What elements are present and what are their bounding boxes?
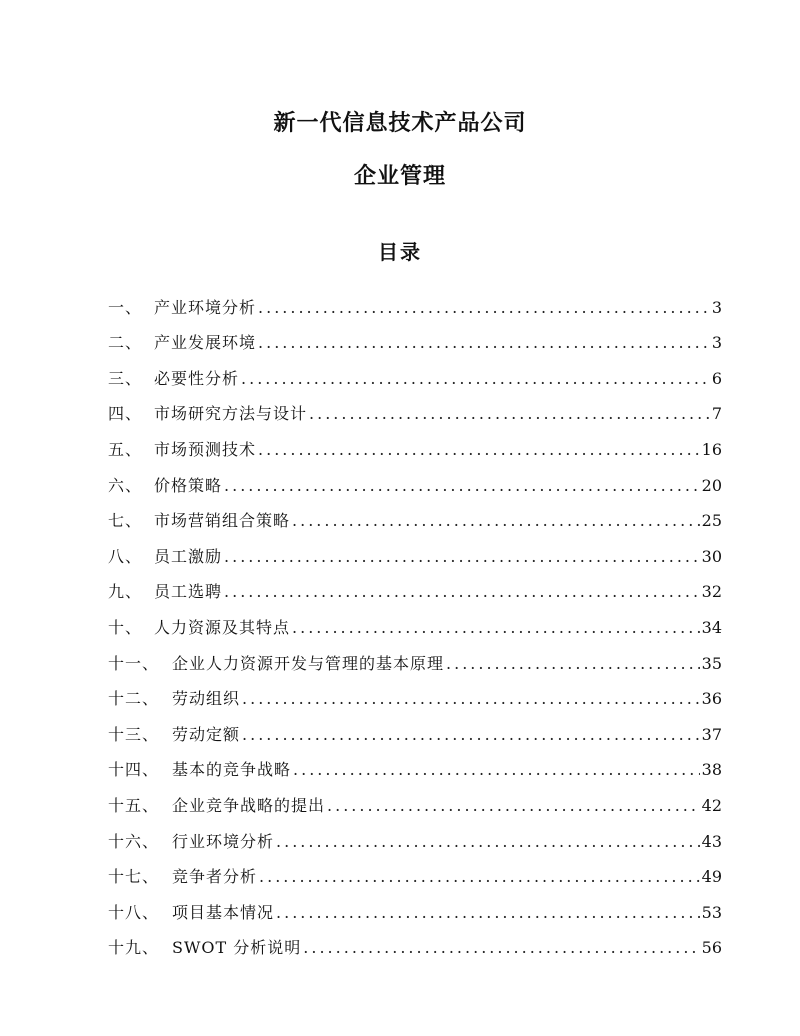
toc-entry-number: 十、 — [108, 617, 143, 637]
toc-entry-title: 必要性分析 — [154, 368, 240, 388]
toc-entry-title: 项目基本情况 — [172, 902, 275, 922]
toc-leader-dots — [307, 404, 710, 424]
toc-leader-dots — [325, 796, 700, 816]
document-subtitle: 企业管理 — [353, 163, 446, 189]
toc-entry[interactable] — [108, 923, 722, 959]
toc-leader-dots — [239, 369, 710, 389]
toc-entry-page: 3 — [711, 297, 722, 317]
toc-entry-page: 43 — [701, 831, 722, 851]
toc-entry[interactable] — [108, 780, 722, 816]
toc-leader-dots — [222, 582, 700, 602]
table-of-contents — [108, 282, 722, 958]
toc-entry-title: 市场营销组合策略 — [154, 511, 291, 531]
toc-entry-number: 十六、 — [108, 831, 160, 851]
toc-entry-page: 49 — [701, 867, 722, 887]
toc-entry[interactable] — [108, 709, 722, 745]
toc-heading: 目录 — [378, 240, 422, 264]
toc-entry-page: 53 — [701, 902, 722, 922]
toc-entry-page: 38 — [701, 760, 722, 780]
toc-entry[interactable] — [108, 602, 722, 638]
toc-entry-number: 十七、 — [108, 867, 160, 887]
toc-entry-title: 企业人力资源开发与管理的基本原理 — [172, 653, 445, 673]
toc-entry-page: 35 — [701, 653, 722, 673]
toc-entry[interactable] — [108, 887, 722, 923]
toc-entry-title: 基本的竞争战略 — [172, 760, 292, 780]
toc-entry-title: 市场预测技术 — [154, 439, 257, 459]
toc-entry-page: 30 — [701, 546, 722, 566]
toc-entry-page: 6 — [711, 368, 722, 388]
toc-leader-dots — [240, 689, 700, 709]
toc-entry-number: 十五、 — [108, 795, 160, 815]
toc-entry-title: 竞争者分析 — [172, 867, 258, 887]
toc-entry-title: 行业环境分析 — [172, 831, 275, 851]
toc-entry-number: 一、 — [108, 297, 143, 317]
toc-entry-page: 25 — [701, 511, 722, 531]
toc-leader-dots — [256, 440, 700, 460]
toc-entry-title: SWOT 分析说明 — [172, 938, 302, 958]
toc-entry-number: 十八、 — [108, 902, 160, 922]
toc-entry-title: 产业环境分析 — [154, 297, 257, 317]
toc-entry-number: 十四、 — [108, 760, 160, 780]
toc-entry-number: 八、 — [108, 546, 143, 566]
toc-entry-page: 36 — [701, 689, 722, 709]
toc-entry[interactable] — [108, 424, 722, 460]
toc-entry-title: 市场研究方法与设计 — [154, 404, 308, 424]
toc-entry[interactable] — [108, 389, 722, 425]
toc-entry[interactable] — [108, 852, 722, 888]
toc-leader-dots — [274, 832, 700, 852]
toc-entry-page: 32 — [701, 582, 722, 602]
toc-leader-dots — [256, 333, 710, 353]
toc-leader-dots — [222, 547, 700, 567]
toc-entry[interactable] — [108, 496, 722, 532]
toc-entry-title: 劳动定额 — [172, 724, 241, 744]
toc-entry-number: 四、 — [108, 404, 143, 424]
toc-entry[interactable] — [108, 816, 722, 852]
toc-entry-page: 37 — [701, 724, 722, 744]
toc-entry[interactable] — [108, 460, 722, 496]
toc-leader-dots — [274, 903, 700, 923]
toc-entry-page: 3 — [711, 333, 722, 353]
toc-entry-page: 7 — [711, 404, 722, 424]
toc-leader-dots — [290, 618, 700, 638]
toc-entry-page: 16 — [701, 439, 722, 459]
toc-leader-dots — [301, 938, 699, 958]
toc-entry[interactable] — [108, 531, 722, 567]
toc-leader-dots — [222, 476, 700, 496]
toc-entry[interactable] — [108, 567, 722, 603]
toc-entry-number: 十三、 — [108, 724, 160, 744]
toc-entry-title: 员工激励 — [154, 546, 223, 566]
toc-entry-number: 三、 — [108, 368, 143, 388]
toc-entry-title: 企业竞争战略的提出 — [172, 795, 326, 815]
toc-entry[interactable] — [108, 318, 722, 354]
toc-entry-page: 34 — [701, 617, 722, 637]
toc-entry-page: 56 — [701, 938, 722, 958]
toc-entry[interactable] — [108, 745, 722, 781]
toc-leader-dots — [256, 298, 710, 318]
toc-entry-number: 六、 — [108, 475, 143, 495]
toc-entry-title: 产业发展环境 — [154, 333, 257, 353]
toc-entry-number: 九、 — [108, 582, 143, 602]
toc-entry-title: 劳动组织 — [172, 689, 241, 709]
toc-entry-title: 员工选聘 — [154, 582, 223, 602]
toc-leader-dots — [290, 511, 700, 531]
toc-entry[interactable] — [108, 638, 722, 674]
toc-entry[interactable] — [108, 282, 722, 318]
toc-leader-dots — [257, 867, 700, 887]
toc-entry[interactable] — [108, 674, 722, 710]
toc-entry-page: 42 — [701, 795, 722, 815]
company-title: 新一代信息技术产品公司 — [273, 110, 527, 136]
toc-entry-number: 十二、 — [108, 689, 160, 709]
toc-leader-dots — [240, 725, 700, 745]
toc-entry-number: 七、 — [108, 511, 143, 531]
toc-entry-number: 五、 — [108, 439, 143, 459]
toc-entry-number: 十一、 — [108, 653, 160, 673]
toc-leader-dots — [291, 760, 700, 780]
toc-entry-title: 人力资源及其特点 — [154, 617, 291, 637]
toc-entry-page: 20 — [701, 475, 722, 495]
toc-entry-title: 价格策略 — [154, 475, 223, 495]
toc-entry-number: 十九、 — [108, 938, 160, 958]
toc-leader-dots — [444, 654, 700, 674]
toc-entry-number: 二、 — [108, 333, 143, 353]
toc-entry[interactable] — [108, 353, 722, 389]
